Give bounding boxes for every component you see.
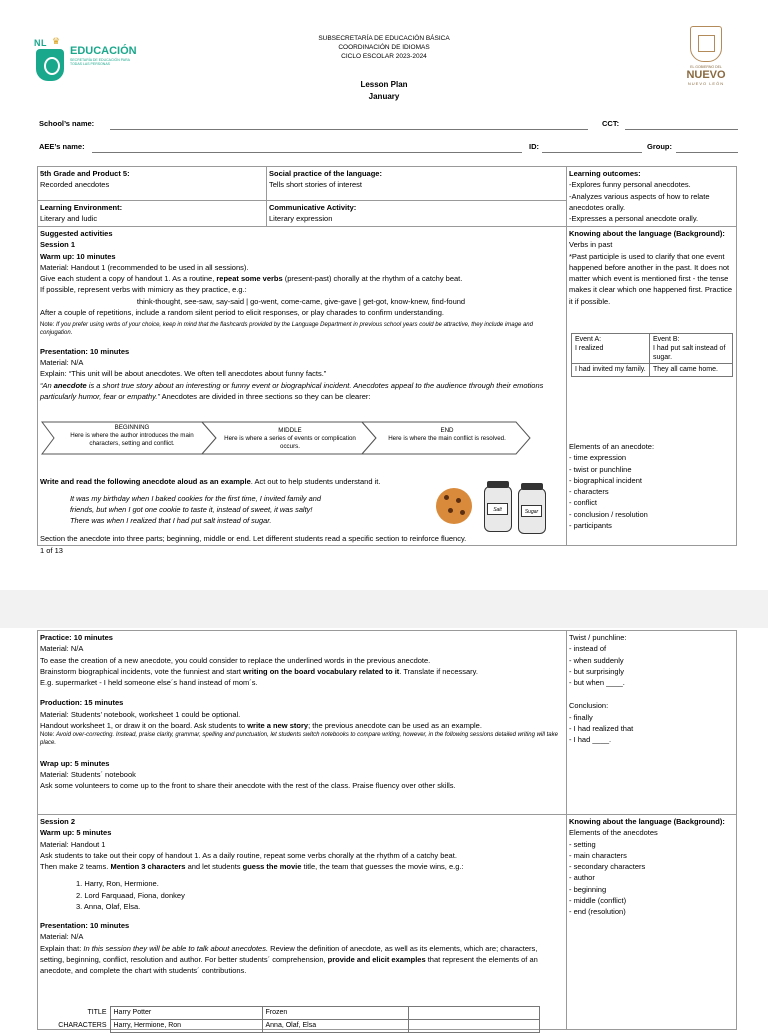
nuevo-leon-logo-big: NUEVO <box>686 68 726 81</box>
knowing-language-2 <box>567 815 736 918</box>
element-item: - time expression <box>569 453 627 463</box>
beginning-section: BEGINNING Here is where the author introduces the main characters, setting and conflict. <box>70 424 194 448</box>
group-label: Group: <box>647 142 672 151</box>
cct-label: CCT: <box>602 119 620 128</box>
communicative-cell <box>267 201 565 226</box>
anecdote-line: It was my birthday when I baked cookies for the first time, I invited family and <box>70 494 321 503</box>
practice-ease: To ease the creation of a new anecdote, you could consider to replace the underlined words in the previous anecdote. <box>40 655 431 665</box>
session-2-warm-up: Warm up: 5 minutes <box>40 828 112 838</box>
element-item: - characters <box>569 487 609 496</box>
outcomes-label: Learning outcomes: <box>569 169 641 178</box>
outcomes-cell <box>567 167 736 225</box>
chart-title-hp: Harry Potter <box>110 1007 262 1020</box>
movie-item: 2. Lord Farquaad, Fiona, donkey <box>76 890 185 900</box>
verbs-in-past: Verbs in past <box>569 240 613 250</box>
warm-up-instructions: Give each student a copy of handout 1. As a routine, repeat some verbs (present-past) chorally at the rhythm of a catchy beat. <box>40 274 463 283</box>
element-item: - biographical incident <box>569 475 642 485</box>
session-2-presentation: Presentation: 10 minutes <box>40 921 130 930</box>
aee-name-label: AEE’s name: <box>39 142 85 151</box>
presentation-material: Material: N/A <box>40 358 84 368</box>
anecdote-element-item: - author <box>569 873 595 883</box>
page-number: 1 of 13 <box>40 546 63 555</box>
nuevo-leon-logo-tiny: NUEVO LEÓN <box>687 80 725 86</box>
session-2-activities <box>38 815 564 977</box>
grade-value: Recorded anecdotes <box>40 180 110 190</box>
production-note: Note: Avoid over-correcting. Instead, praise clarity, grammar, spelling and punctuation, let students switch notebooks to compare writing, however, in the following sessions detailed writing will take place. <box>40 732 558 747</box>
header-line-2: COORDINACIÓN DE IDIOMAS <box>338 44 430 51</box>
anecdote-element-item: - setting <box>569 839 596 849</box>
header-line-1: SUBSECRETARÍA DE EDUCACIÓN BÁSICA <box>318 35 450 42</box>
anecdote-element-item: - middle (conflict) <box>569 895 627 905</box>
id-field[interactable] <box>542 152 642 153</box>
production-heading: Production: 15 minutes <box>40 698 124 708</box>
wrap-up-instructions: Ask some volunteers to come up to the front to share their anecdote with the rest of the class. Praise fluency over other skills. <box>40 781 456 791</box>
elements-heading: Elements of an anecdote: <box>569 442 655 451</box>
lesson-plan-title: Lesson Plan <box>360 80 408 89</box>
anecdote-line: There was when I realized that I had put salt instead of sugar. <box>70 516 272 526</box>
warm-up-material: Material: Handout 1 (recommended to be used in all sessions). <box>40 262 249 272</box>
conclusion-item: - I had realized that <box>569 723 634 733</box>
session-2-presentation-material: Material: N/A <box>40 932 84 942</box>
verbs-list: think-thought, see-saw, say-said | go-went, come-came, give-gave | get-got, know-knew, find-found <box>136 296 466 306</box>
conclusion-item: - finally <box>569 712 593 722</box>
chart-title-label: TITLE <box>87 1008 107 1016</box>
education-logo-text: EDUCACIÓN <box>70 45 137 57</box>
environment-cell <box>38 201 264 226</box>
practice-example: E.g. supermarket - I held someone else´s hand instead of mom´s. <box>40 678 258 687</box>
knowing-language-heading: Knowing about the language (Background): <box>569 229 725 238</box>
knowing-language-2-heading: Knowing about the language (Background): <box>569 817 725 826</box>
education-logo-subtext: SECRETARÍA DE EDUCACIÓN PARA TODAS LAS PERSONAS <box>70 58 130 67</box>
grade-label: 5th Grade and Product 5: <box>40 169 130 178</box>
anecdote-elements-chart <box>50 1006 540 1033</box>
element-item: - twist or punchline <box>569 464 632 474</box>
session-2-material: Material: Handout 1 <box>40 839 106 849</box>
movie-item: 1. Harry, Ron, Hermione. <box>76 879 159 889</box>
element-item: - conflict <box>569 498 597 508</box>
chart-title-frozen: Frozen <box>262 1007 408 1020</box>
twist-item: - but when ____. <box>569 678 625 687</box>
month-title: January <box>368 92 400 101</box>
anecdote-sections-diagram <box>42 421 532 455</box>
header-line-3: CICLO ESCOLAR 2023-2024 <box>341 53 427 60</box>
anecdote-element-item: - main characters <box>569 850 627 860</box>
middle-section: MIDDLE Here is where a series of events or complication occurs. <box>224 427 356 451</box>
knowing-language-1 <box>567 227 736 308</box>
nl-logo-text: NL <box>34 38 47 48</box>
school-name-label: School’s name: <box>39 119 95 128</box>
aee-name-field[interactable] <box>92 152 522 153</box>
events-table <box>571 333 733 377</box>
cct-field[interactable] <box>625 129 738 130</box>
session-2-explain: Explain that: In this session they will be able to talk about anecdotes. Review the definition of anecdote, as well as its elements, which are; characters, setting, beginning, conflict, resolution and author. For better students´ comprehension, provide and elicit examples that represent the elements of an anecdote, and complete the chart with students´ contributions. <box>40 943 538 975</box>
example-anecdote <box>68 492 408 527</box>
practice-material: Material: N/A <box>40 644 84 654</box>
session-2-instructions: Ask students to take out their copy of handout 1. As a daily routine, repeat some verbs chorally at the rhythm of a catchy beat. <box>40 850 457 860</box>
practice-brainstorm: Brainstorm biographical incidents, vote the funniest and start writing on the board vocabulary related to it. Translate if necessary. <box>40 666 478 676</box>
page-break <box>0 590 768 628</box>
chart-characters-label: CHARACTERS <box>58 1021 107 1029</box>
environment-value: Literary and ludic <box>40 214 98 224</box>
twist-heading: Twist / punchline: <box>569 633 627 642</box>
element-item: - conclusion / resolution <box>569 509 648 519</box>
id-label: ID: <box>529 142 539 151</box>
mimicry-instructions: If possible, represent verbs with mimicry as they practice, e.g.: <box>40 285 247 295</box>
event-b-2: They all came home. <box>650 364 733 377</box>
warm-up-heading: Warm up: 10 minutes <box>40 251 116 261</box>
chart-characters-empty[interactable] <box>408 1020 540 1033</box>
production-material: Material: Students’ notebook, worksheet 1 could be optional. <box>40 709 241 719</box>
chart-characters-hp: Harry, Hermione, Ron <box>110 1020 262 1033</box>
communicative-label: Communicative Activity: <box>269 203 357 212</box>
event-a-2: I had invited my family. <box>572 364 650 377</box>
charades-instructions: After a couple of repetitions, include a random silent period to elicit responses, or play charades to confirm understanding. <box>40 307 444 317</box>
twist-item: - instead of <box>569 644 607 654</box>
event-a-label: Event A: <box>575 336 602 343</box>
conclusion-heading: Conclusion: <box>569 701 609 711</box>
practice-heading: Practice: 10 minutes <box>40 633 113 642</box>
twist-punchline-list <box>567 631 736 746</box>
past-participle-explanation: *Past participle is used to clarify that one event happened before another in the past. It does not matter which event is mentioned first - the tense makes it clear which one happened first. Practice it if possible. <box>569 251 732 306</box>
salt-jar-image: Salt <box>484 486 512 532</box>
anecdote-definition: “An anecdote is a short true story about an interesting or funny event or biographical incident. Anecdotes appeal to the audience through their emotions particularly humor, fear or empathy.” Anecdotes are divided in three sections so they can be clearer: <box>40 380 544 401</box>
social-practice-cell <box>267 167 565 192</box>
grade-cell <box>38 167 264 192</box>
write-instructions: Write and read the following anecdote aloud as an example. Act out to help students understand it. <box>40 477 381 486</box>
anecdote-element-item: - secondary characters <box>569 862 646 871</box>
communicative-value: Literary expression <box>269 214 333 224</box>
session-1-heading: Session 1 <box>40 240 76 250</box>
nuevo-leon-logo <box>676 26 736 88</box>
social-practice-value: Tells short stories of interest <box>269 180 362 190</box>
environment-label: Learning Environment: <box>40 203 123 212</box>
group-field[interactable] <box>676 152 738 153</box>
wrap-up-material: Material: Students´ notebook <box>40 770 136 780</box>
movie-examples <box>40 878 562 912</box>
outcome-item: -Explores funny personal anecdotes. <box>569 180 691 190</box>
school-name-field[interactable] <box>110 129 588 130</box>
presentation-explain: Explain: “This unit will be about anecdotes. We often tell anecdotes about funny facts.” <box>40 369 327 379</box>
anecdote-element-item: - beginning <box>569 884 607 894</box>
twist-item: - when suddenly <box>569 655 624 665</box>
session-1-activities <box>38 227 564 403</box>
session-2-teams: Then make 2 teams. Mention 3 characters and let students guess the movie title, the team that guesses the movie wins, e.g.: <box>40 862 464 871</box>
chart-characters-frozen: Anna, Olaf, Elsa <box>262 1020 408 1033</box>
event-b-label: Event B: <box>653 336 680 343</box>
twist-item: - but surprisingly <box>569 666 625 676</box>
chart-title-empty[interactable] <box>408 1007 540 1020</box>
anecdote-line: friends, but when I got one cookie to taste it, instead of sweet, it was salty! <box>70 505 313 515</box>
presentation-heading: Presentation: 10 minutes <box>40 346 130 356</box>
movie-item: 3. Anna, Olaf, Elsa. <box>76 901 141 911</box>
coat-of-arms-icon <box>690 26 722 62</box>
end-section: END Here is where the main conflict is resolved. <box>388 427 506 443</box>
crown-icon: ♛ <box>52 36 61 46</box>
practice-section <box>38 631 564 793</box>
outcome-item: -Analyzes various aspects of how to relate anecdotes orally. <box>569 191 710 212</box>
suggested-activities-heading: Suggested activities <box>40 229 113 238</box>
page-2 <box>0 628 768 1029</box>
anecdote-element-item: - end (resolution) <box>569 907 626 916</box>
event-b-1: I had put salt instead of sugar. <box>653 345 726 362</box>
production-instructions: Handout worksheet 1, or draw it on the board. Ask students to write a new story; the previous anecdote can be used as an example. <box>40 720 482 730</box>
nuevo-leon-logo-small: EL GOBIERNO DEL <box>690 65 722 69</box>
element-item: - participants <box>569 520 612 530</box>
social-practice-label: Social practice of the language: <box>269 169 382 178</box>
section-instructions: Section the anecdote into three parts; beginning, middle or end. Let different students read a specific section to reinforce fluency. <box>40 534 467 543</box>
event-a-1: I realized <box>575 345 604 353</box>
knowing-language-2-sub: Elements of the anecdotes <box>569 828 658 838</box>
sugar-jar-image: Sugar <box>518 488 546 534</box>
wrap-up-heading: Wrap up: 5 minutes <box>40 758 110 768</box>
cookie-image <box>436 488 472 524</box>
outcome-item: -Expresses a personal anecdote orally. <box>569 214 699 223</box>
conclusion-item: - I had ____. <box>569 735 612 744</box>
warm-up-note: Note: If you prefer using verbs of your choice, keep in mind that the flashcards provided by the Language Department in previous school years could be attractive, they include image and conjugation. <box>40 322 533 337</box>
anecdote-elements <box>567 440 736 532</box>
session-2-heading: Session 2 <box>40 817 76 826</box>
